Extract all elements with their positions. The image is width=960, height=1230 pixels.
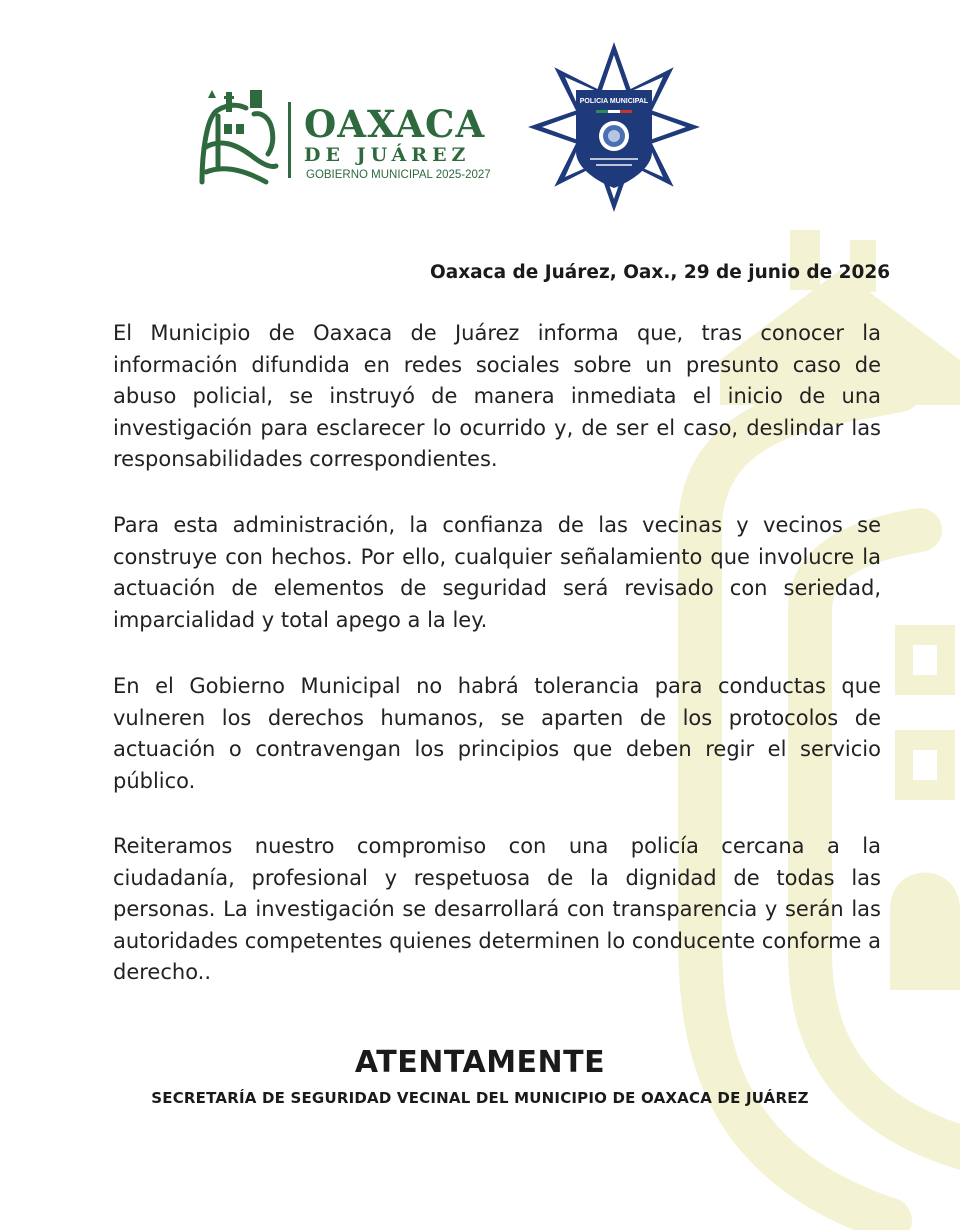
paragraph-1: El Municipio de Oaxaca de Juárez informa que, tras conocer la información difundida en redes sociales sobre un presunto caso de abuso policial, se instruyó de manera inmediata el inicio de una investigación para esclarecer lo ocurrido y, de ser el caso, deslindar las responsabilidades correspondientes. [113,321,881,471]
closing-salutation: ATENTAMENTE [354,1045,606,1080]
municipal-logo [196,80,491,200]
paragraph-4: Reiteramos nuestro compromiso con una policía cercana a la ciudadanía, profesional y respetuosa de la dignidad de todas las personas. La investigación se desarrollará con transparencia y serán las autoridades competentes quienes determinen lo conducente conforme a derecho.. [113,834,881,984]
signer-institution: SECRETARÍA DE SEGURIDAD VECINAL DEL MUNICIPIO DE OAXACA DE JUÁREZ [151,1089,809,1107]
logo-title: OAXACA [304,102,486,146]
logo-government-period: GOBIERNO MUNICIPAL 2025-2027 [306,169,491,181]
badge-label: POLICIA MUNICIPAL [579,98,649,105]
municipal-emblem-icon [196,86,280,186]
logo-subtitle: DE JUÁREZ [304,144,471,166]
paragraph-2: Para esta administración, la confianza de las vecinas y vecinos se construye con hechos. Por ello, cualquier señalamiento que involucre la actuación de elementos de seguridad será revisado con seriedad, imparcialidad y total apego a la ley. [113,513,881,632]
logo-divider [288,102,291,178]
paragraph-3: En el Gobierno Municipal no habrá tolerancia para conductas que vulneren los derechos humanos, se aparten de los protocolos de actuación o contravengan los principios que deben regir el servicio público. [113,674,881,793]
document-date: Oaxaca de Juárez, Oax., 29 de junio de 2026 [430,262,891,283]
police-badge-icon [526,40,702,214]
